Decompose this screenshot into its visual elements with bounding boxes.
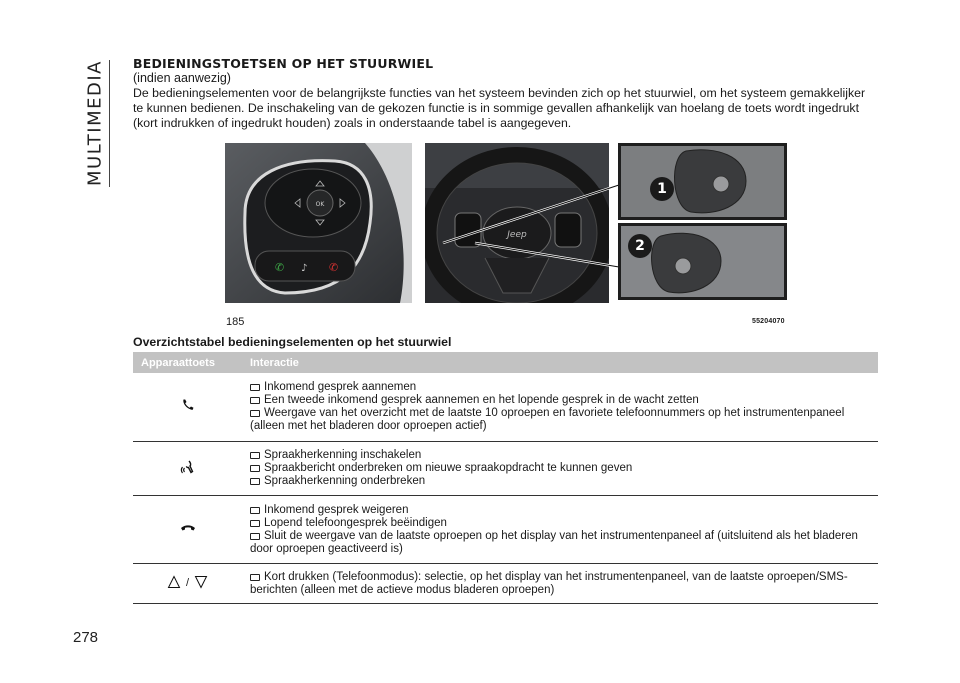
figure-number: 185 [226, 316, 245, 328]
intro-paragraph: De bedieningselementen voor de belangrijkste functies van het systeem bevinden zich op het stuurwiel, om het systeem gemakkelijker te kunnen bedienen. De inschakeling van de gekozen functie is in sommige gevallen afhankelijk van hoelang de toets wordt ingedrukt (kort indrukken of ingedrukt houden) zoals in onderstaande tabel is aangegeven. [133, 86, 866, 130]
list-item: Lopend telefoongesprek beëindigen [250, 517, 870, 530]
callout-1: 1 [650, 177, 674, 201]
button-1-closeup [618, 143, 787, 220]
table-row [133, 563, 878, 603]
list-item: Spraakbericht onderbreken om nieuwe spraakopdracht te kunnen geven [250, 462, 870, 475]
section-title: BEDIENINGSTOETSEN OP HET STUURWIEL [133, 56, 434, 71]
key-separator: / [185, 576, 190, 589]
table-row [133, 495, 878, 563]
table-title: Overzichtstabel bedieningselementen op het stuurwiel [133, 335, 452, 349]
callout-2: 2 [628, 234, 652, 258]
list-item: Inkomend gesprek weigeren [250, 504, 870, 517]
steering-wheel-figure [225, 143, 787, 303]
voice-recognition-icon [180, 459, 196, 475]
arrow-down-icon [194, 575, 208, 589]
phone-answer-icon [181, 398, 195, 412]
bullet-icon [250, 410, 260, 417]
bullet-icon [250, 465, 260, 472]
svg-text:✆: ✆ [329, 261, 339, 274]
section-text [133, 56, 878, 131]
side-divider [109, 60, 110, 187]
section-side-label: MULTIMEDIA [84, 59, 106, 186]
button-2-closeup [618, 223, 787, 300]
arrow-up-icon [167, 575, 181, 589]
section-subtitle: (indien aanwezig) [133, 71, 231, 85]
list-item: Spraakherkenning inschakelen [250, 449, 870, 462]
bullet-icon [250, 397, 260, 404]
bullet-icon [250, 574, 260, 581]
bullet-icon [250, 478, 260, 485]
list-item: Weergave van het overzicht met de laatste 10 oproepen en favoriete telefoonnummers op het instrumentenpaneel (alleen met het bladeren door oproepen actief) [250, 407, 845, 433]
page-number: 278 [73, 629, 99, 646]
ok-button-label: OK [315, 201, 325, 208]
jeep-logo: Jeep [507, 230, 527, 240]
svg-text:♪: ♪ [301, 263, 308, 274]
phone-hangup-icon [180, 523, 196, 533]
list-item: Sluit de weergave van de laatste oproepen op het display van het instrumentenpaneel af (uitsluitend als het bladeren door oproepen geactiveerd is) [250, 529, 858, 555]
bullet-icon [250, 452, 260, 459]
bullet-icon [250, 507, 260, 514]
list-item: Inkomend gesprek aannemen [250, 381, 870, 394]
controls-table [133, 352, 878, 604]
column-header-interaction: Interactie [242, 352, 878, 373]
column-header-key: Apparaattoets [133, 352, 242, 373]
list-item: Spraakherkenning onderbreken [250, 475, 870, 488]
bullet-icon [250, 384, 260, 391]
list-item: Een tweede inkomend gesprek aannemen en het lopende gesprek in de wacht zetten [250, 394, 870, 407]
table-row [133, 373, 878, 441]
table-row [133, 441, 878, 495]
svg-text:✆: ✆ [275, 261, 285, 274]
bullet-icon [250, 533, 260, 540]
figure-code: 55204070 [752, 318, 785, 325]
bullet-icon [250, 520, 260, 527]
list-item: Kort drukken (Telefoonmodus): selectie, op het display van het instrumentenpaneel, van de laatste oproepen/SMS-berichten (alleen met de actieve modus bladeren oproepen) [250, 570, 848, 596]
